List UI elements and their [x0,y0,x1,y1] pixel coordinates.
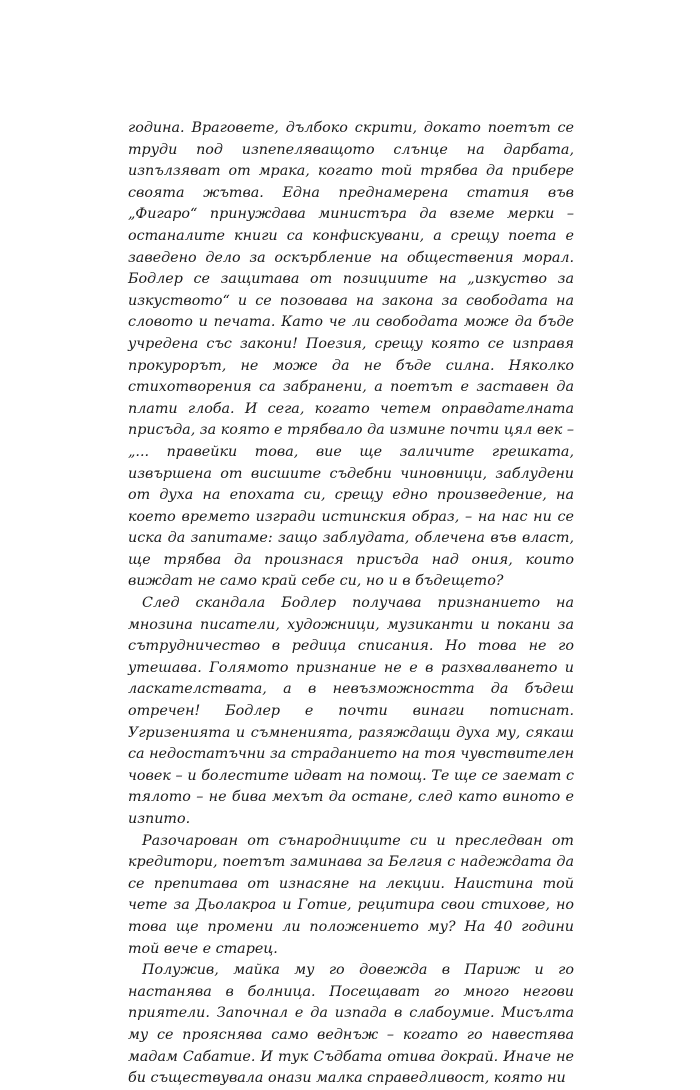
paragraph-2: След скандала Бодлер получава признанието на мнозина писатели, художници, музиканти и покани за сътрудничество в редица списания. Но това не го утешава. Голямото признание не е в разхвалването и ласкателствата, а в невъзможността да бъдеш отречен! Бодлер е почти винаги потиснат. Угризенията и съмненията, разяждащи духа му, сякаш са недостатъчни за страданието на тоя чувствителен човек – и болестите идват на помощ. Те ще се заемат с тялото – не бива мехът да остане, след като виното е изпито. [128,595,574,827]
paragraph-4: Полужив, майка му го довежда в Париж и го настанява в болница. Посещават го много негови приятели. Започнал е да изпада в слабоумие. Мисълта му се прояснява само веднъж – когато го навестява мадам Сабатие. И тук Съдбата отива докрай. Иначе не би съществувала онази малка справедливост, която ни [128,962,574,1087]
paragraph-3: Разочарован от сънародниците си и преследван от кредитори, поетът заминава за Белгия с надеждата да се препитава от изнасяне на лекции. Наистина той чете за Дьолакроа и Готие, рецитира свои стихове, но това ще промени ли положението му? На 40 години той вече е старец. [128,832,574,957]
page-text-body [128,118,574,1090]
paragraph-1: година. Враговете, дълбоко скрити, докато поетът се труди под изпепеляващото слънце на дарбата, изпълзяват от мрака, когато той трябва да прибере своята жътва. Една преднамерена статия във „Фигаро“ принуждава министъра да вземе мерки – останалите книги са конфискувани, а срещу поета е заведено дело за оскърбление на обществения морал. Бодлер се защитава от позициите на „изкуство за изкуството“ и се позовава на закона за свободата на словото и печата. Като че ли свободата може да бъде учредена със закони! Поезия, срещу която се изправя прокурорът, не може да не бъде силна. Няколко стихотворения са забранени, а поетът е заставен да плати глоба. И сега, когато четем оправдателната присъда, за която е трябвало да измине почти цял век – „... правейки това, вие ще заличите грешката, извършена от висшите съдебни чиновници, заблудени от духа на епохата си, срещу едно произведение, на което времето изгради истинския образ, – на нас ни се иска да запитаме: защо заблудата, облечена във власт, ще трябва да произнася присъда над ония, които виждат не само край себе си, но и в бъдещето? [128,120,574,590]
